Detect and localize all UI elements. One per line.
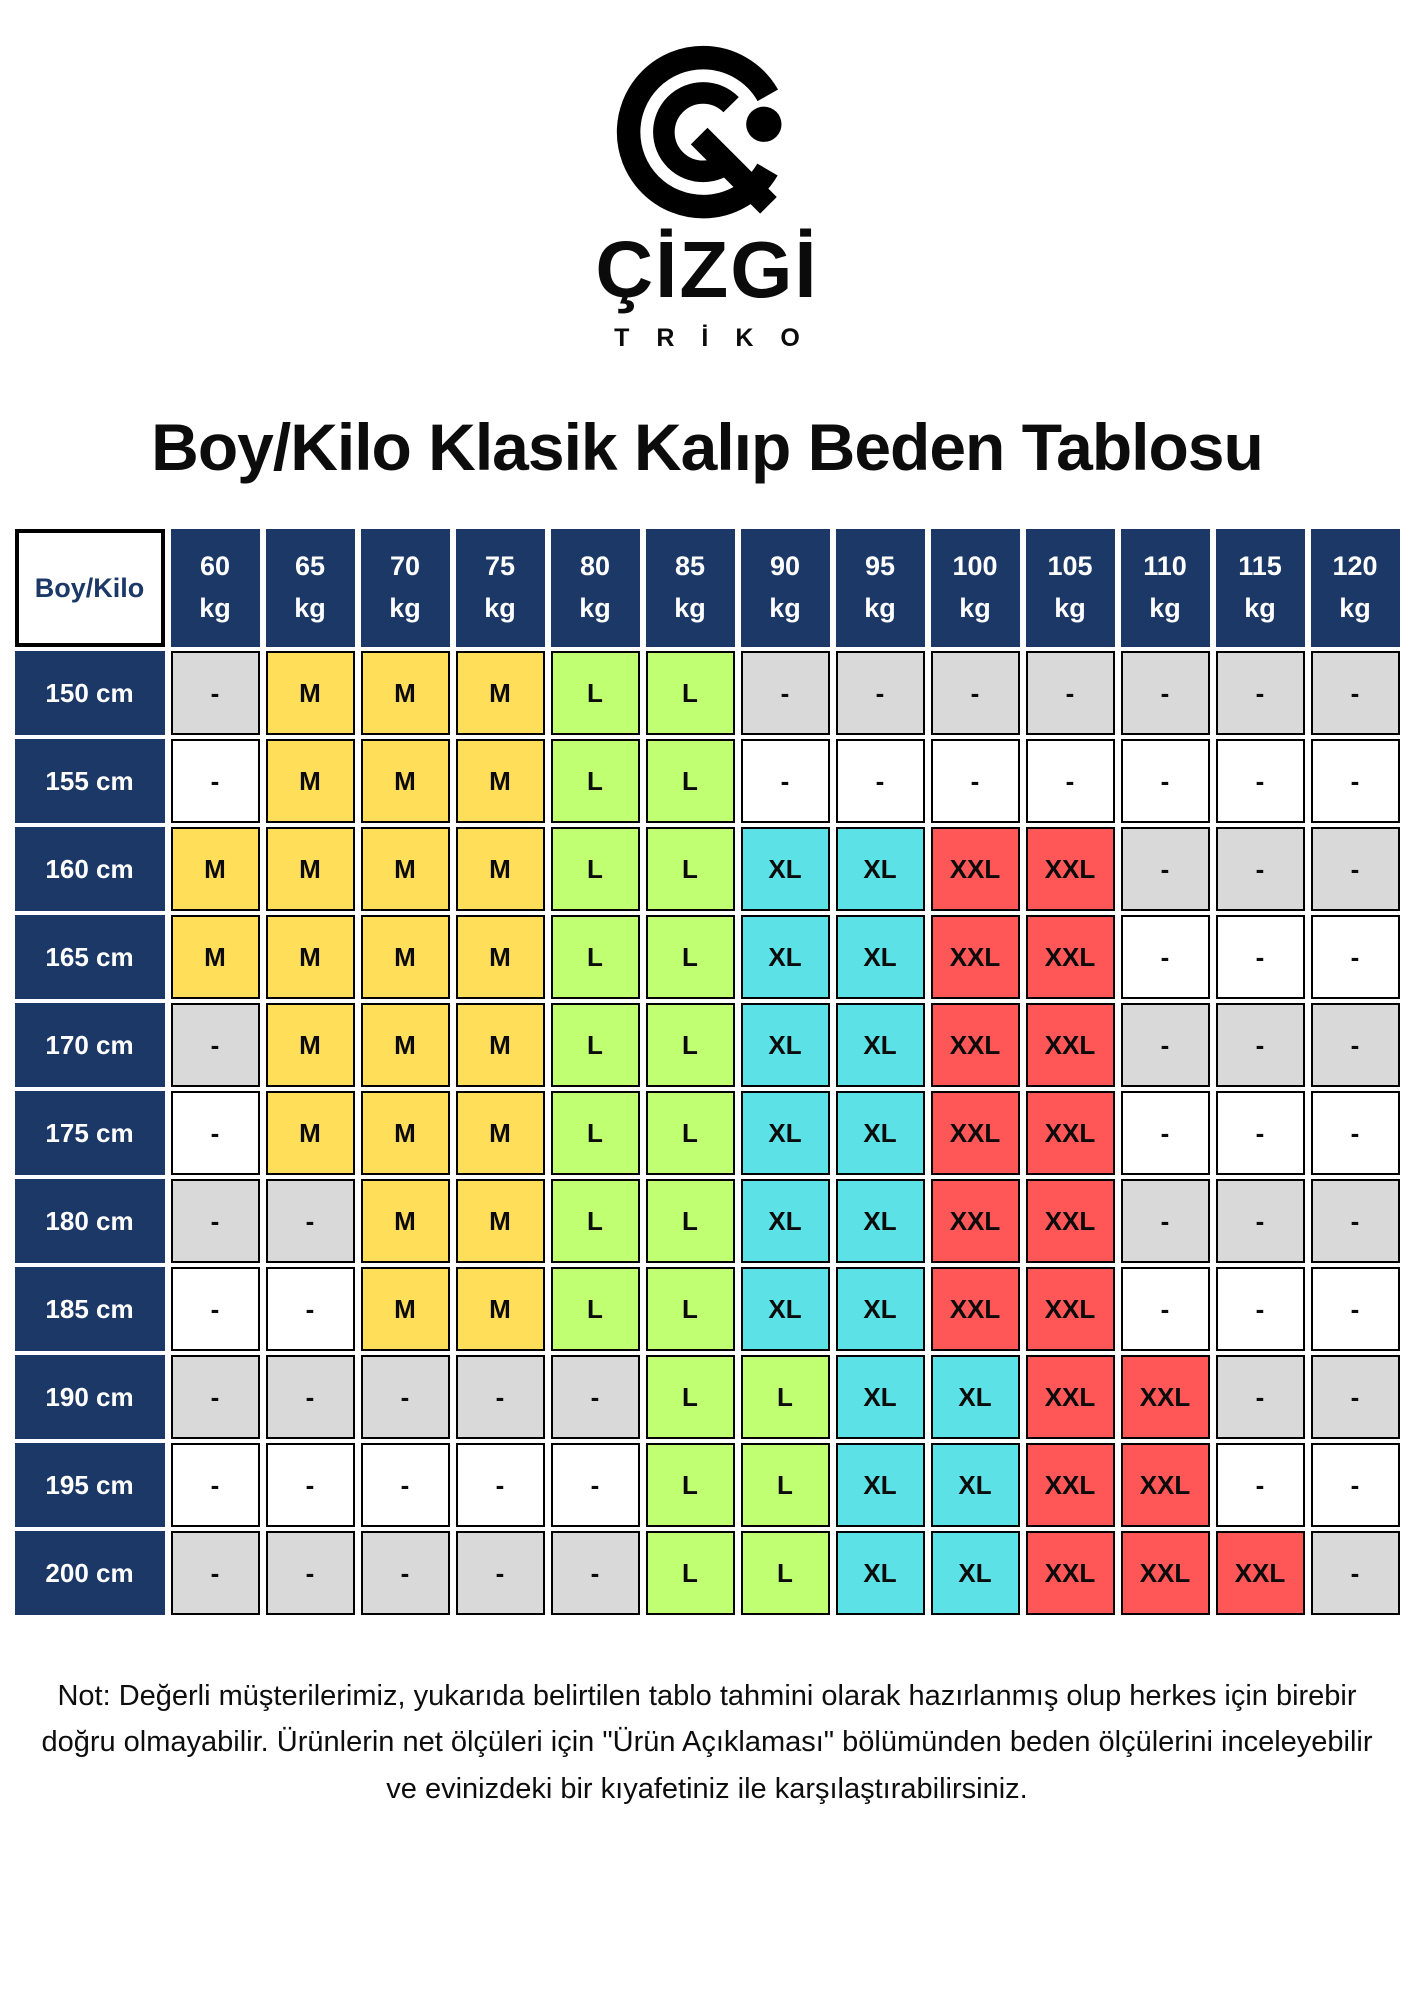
empty-cell: - — [1216, 1267, 1305, 1351]
empty-cell: - — [1311, 1003, 1400, 1087]
height-label-cell: 165 cm — [15, 915, 165, 999]
brand-subtitle: TRİKO — [614, 324, 827, 352]
height-label-cell: 170 cm — [15, 1003, 165, 1087]
empty-cell: - — [266, 1179, 355, 1263]
size-cell: XXL — [1026, 1531, 1115, 1615]
empty-cell: - — [1311, 739, 1400, 823]
brand-wordmark: ÇİZGİ — [595, 225, 819, 314]
empty-cell: - — [1216, 1443, 1305, 1527]
empty-cell: - — [266, 1443, 355, 1527]
empty-cell: - — [266, 1531, 355, 1615]
size-cell: L — [551, 739, 640, 823]
height-label-cell: 150 cm — [15, 651, 165, 735]
empty-cell: - — [836, 651, 925, 735]
size-cell: L — [646, 1179, 735, 1263]
table-row — [15, 1179, 1400, 1263]
brand-logo — [0, 0, 1414, 353]
size-cell: XL — [741, 1267, 830, 1351]
table-row — [15, 915, 1400, 999]
size-cell: L — [646, 1531, 735, 1615]
empty-cell: - — [1121, 827, 1210, 911]
weight-header-cell: 60 kg — [171, 529, 260, 647]
size-cell: M — [456, 651, 545, 735]
size-cell: XL — [931, 1443, 1020, 1527]
size-cell: M — [361, 651, 450, 735]
empty-cell: - — [551, 1355, 640, 1439]
height-label-cell: 175 cm — [15, 1091, 165, 1175]
empty-cell: - — [456, 1443, 545, 1527]
size-cell: L — [646, 651, 735, 735]
size-cell: L — [646, 1003, 735, 1087]
empty-cell: - — [1121, 1003, 1210, 1087]
size-cell: XL — [836, 1267, 925, 1351]
empty-cell: - — [361, 1531, 450, 1615]
table-row — [15, 1443, 1400, 1527]
empty-cell: - — [171, 1531, 260, 1615]
empty-cell: - — [1121, 1179, 1210, 1263]
size-cell: L — [646, 1443, 735, 1527]
size-cell: XXL — [1121, 1531, 1210, 1615]
weight-header-cell: 110 kg — [1121, 529, 1210, 647]
note-text: Not: Değerli müşterilerimiz, yukarıda belirtilen tablo tahmini olarak hazırlanmış olup herkes için birebir doğru olmayabilir. Ürünlerin net ölçüleri için "Ürün Açıklaması" bölümünden beden ölçülerini inceleyebilir ve evinizdeki bir kıyafetiniz ile karşılaştırabilirsiniz. — [41, 1680, 1373, 1805]
height-label-cell: 195 cm — [15, 1443, 165, 1527]
empty-cell: - — [1216, 1355, 1305, 1439]
table-row — [15, 1267, 1400, 1351]
size-cell: L — [551, 1091, 640, 1175]
size-cell: L — [551, 827, 640, 911]
size-cell: M — [361, 915, 450, 999]
size-cell: XXL — [931, 1003, 1020, 1087]
size-cell: M — [266, 915, 355, 999]
empty-cell: - — [1311, 1531, 1400, 1615]
empty-cell: - — [1216, 827, 1305, 911]
empty-cell: - — [1216, 1091, 1305, 1175]
size-cell: M — [266, 739, 355, 823]
size-cell: XXL — [1121, 1443, 1210, 1527]
size-cell: M — [456, 1091, 545, 1175]
size-cell: XXL — [931, 1091, 1020, 1175]
size-cell: XL — [741, 915, 830, 999]
empty-cell: - — [361, 1443, 450, 1527]
size-cell: M — [361, 739, 450, 823]
weight-header-cell: 75 kg — [456, 529, 545, 647]
size-cell: M — [456, 915, 545, 999]
size-chart-table — [9, 525, 1406, 1619]
size-cell: L — [646, 1267, 735, 1351]
empty-cell: - — [1311, 827, 1400, 911]
weight-header-cell: 115 kg — [1216, 529, 1305, 647]
table-row — [15, 1003, 1400, 1087]
size-cell: M — [456, 1003, 545, 1087]
size-cell: XXL — [1026, 1443, 1115, 1527]
empty-cell: - — [1311, 651, 1400, 735]
height-label-cell: 185 cm — [15, 1267, 165, 1351]
size-cell: XXL — [1026, 1091, 1115, 1175]
weight-header-cell: 70 kg — [361, 529, 450, 647]
weight-header-cell: 80 kg — [551, 529, 640, 647]
size-cell: XL — [836, 1179, 925, 1263]
size-cell: XL — [741, 827, 830, 911]
empty-cell: - — [1311, 1091, 1400, 1175]
size-cell: XL — [836, 827, 925, 911]
empty-cell: - — [1311, 1267, 1400, 1351]
size-cell: XXL — [1026, 1179, 1115, 1263]
weight-header-cell: 105 kg — [1026, 529, 1115, 647]
corner-header-cell: Boy/Kilo — [15, 529, 165, 647]
size-cell: M — [171, 915, 260, 999]
empty-cell: - — [171, 1267, 260, 1351]
size-cell: L — [551, 1179, 640, 1263]
size-cell: XL — [836, 1355, 925, 1439]
empty-cell: - — [171, 1355, 260, 1439]
size-cell: XL — [931, 1355, 1020, 1439]
empty-cell: - — [1121, 1091, 1210, 1175]
size-cell: XL — [741, 1179, 830, 1263]
empty-cell: - — [1216, 1003, 1305, 1087]
table-header-row — [15, 529, 1400, 647]
empty-cell: - — [456, 1355, 545, 1439]
size-cell: XXL — [1026, 915, 1115, 999]
size-cell: XL — [741, 1003, 830, 1087]
size-cell: L — [646, 1355, 735, 1439]
size-cell: XXL — [931, 1267, 1020, 1351]
empty-cell: - — [1026, 651, 1115, 735]
empty-cell: - — [1121, 739, 1210, 823]
size-cell: L — [551, 1267, 640, 1351]
size-cell: L — [551, 915, 640, 999]
empty-cell: - — [171, 739, 260, 823]
empty-cell: - — [1121, 915, 1210, 999]
empty-cell: - — [171, 1091, 260, 1175]
table-row — [15, 1355, 1400, 1439]
empty-cell: - — [931, 739, 1020, 823]
empty-cell: - — [1121, 651, 1210, 735]
size-cell: L — [646, 827, 735, 911]
size-cell: XXL — [931, 827, 1020, 911]
size-cell: M — [456, 1179, 545, 1263]
size-cell: L — [646, 739, 735, 823]
size-cell: L — [551, 1003, 640, 1087]
size-cell: XL — [931, 1531, 1020, 1615]
table-row — [15, 1091, 1400, 1175]
height-label-cell: 200 cm — [15, 1531, 165, 1615]
empty-cell: - — [551, 1531, 640, 1615]
size-cell: M — [266, 827, 355, 911]
size-cell: XXL — [1026, 1267, 1115, 1351]
size-cell: L — [741, 1443, 830, 1527]
size-cell: XXL — [1026, 1003, 1115, 1087]
empty-cell: - — [741, 651, 830, 735]
empty-cell: - — [1216, 915, 1305, 999]
empty-cell: - — [171, 1003, 260, 1087]
weight-header-cell: 95 kg — [836, 529, 925, 647]
empty-cell: - — [1216, 651, 1305, 735]
empty-cell: - — [836, 739, 925, 823]
size-cell: M — [456, 1267, 545, 1351]
size-cell: M — [456, 827, 545, 911]
size-cell: M — [361, 1003, 450, 1087]
size-cell: XL — [836, 915, 925, 999]
size-cell: M — [266, 1091, 355, 1175]
size-cell: M — [266, 1003, 355, 1087]
size-cell: M — [266, 651, 355, 735]
size-cell: L — [646, 915, 735, 999]
empty-cell: - — [266, 1355, 355, 1439]
weight-header-cell: 85 kg — [646, 529, 735, 647]
size-cell: XL — [836, 1531, 925, 1615]
table-row — [15, 739, 1400, 823]
page-title: Boy/Kilo Klasik Kalıp Beden Tablosu — [151, 410, 1263, 484]
empty-cell: - — [1121, 1267, 1210, 1351]
size-cell: XXL — [1121, 1355, 1210, 1439]
size-cell: XL — [836, 1091, 925, 1175]
empty-cell: - — [1216, 1179, 1305, 1263]
size-cell: M — [361, 1267, 450, 1351]
height-label-cell: 160 cm — [15, 827, 165, 911]
weight-header-cell: 90 kg — [741, 529, 830, 647]
empty-cell: - — [361, 1355, 450, 1439]
size-cell: L — [741, 1531, 830, 1615]
table-row — [15, 651, 1400, 735]
size-cell: XXL — [1026, 1355, 1115, 1439]
empty-cell: - — [266, 1267, 355, 1351]
empty-cell: - — [1026, 739, 1115, 823]
brand-logo-icon — [609, 38, 805, 238]
size-cell: M — [361, 827, 450, 911]
height-label-cell: 190 cm — [15, 1355, 165, 1439]
empty-cell: - — [171, 1443, 260, 1527]
empty-cell: - — [1216, 739, 1305, 823]
logo-dot — [746, 107, 781, 142]
empty-cell: - — [456, 1531, 545, 1615]
empty-cell: - — [741, 739, 830, 823]
height-label-cell: 180 cm — [15, 1179, 165, 1263]
size-cell: XXL — [931, 915, 1020, 999]
empty-cell: - — [171, 651, 260, 735]
empty-cell: - — [171, 1179, 260, 1263]
empty-cell: - — [931, 651, 1020, 735]
empty-cell: - — [1311, 915, 1400, 999]
size-cell: L — [646, 1091, 735, 1175]
empty-cell: - — [1311, 1179, 1400, 1263]
weight-header-cell: 120 kg — [1311, 529, 1400, 647]
size-cell: M — [361, 1179, 450, 1263]
empty-cell: - — [1311, 1355, 1400, 1439]
weight-header-cell: 100 kg — [931, 529, 1020, 647]
table-row — [15, 827, 1400, 911]
size-cell: XXL — [1026, 827, 1115, 911]
table-row — [15, 1531, 1400, 1615]
size-cell: M — [456, 739, 545, 823]
empty-cell: - — [1311, 1443, 1400, 1527]
size-cell: XL — [836, 1443, 925, 1527]
size-cell: XXL — [1216, 1531, 1305, 1615]
size-cell: XL — [836, 1003, 925, 1087]
size-cell: M — [361, 1091, 450, 1175]
weight-header-cell: 65 kg — [266, 529, 355, 647]
size-cell: M — [171, 827, 260, 911]
size-cell: XXL — [931, 1179, 1020, 1263]
size-cell: L — [741, 1355, 830, 1439]
empty-cell: - — [551, 1443, 640, 1527]
size-cell: XL — [741, 1091, 830, 1175]
size-cell: L — [551, 651, 640, 735]
height-label-cell: 155 cm — [15, 739, 165, 823]
